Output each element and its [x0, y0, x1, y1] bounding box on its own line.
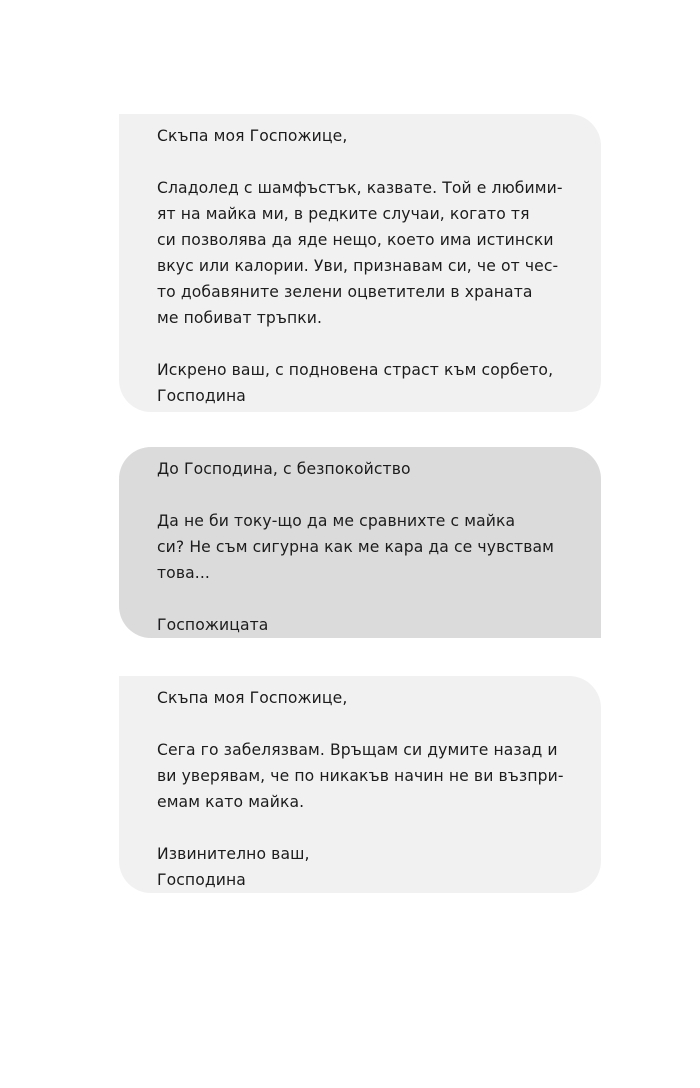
message-bubble-2 — [119, 447, 601, 638]
message-body: Сега го забелязвам. Връщам си думите назад и ви уверявам, че по никакъв начин не ви възпри- емам като майка. — [157, 741, 564, 811]
message-salutation: Скъпа моя Госпожице, — [157, 689, 348, 707]
message-signature: Господина — [157, 871, 246, 889]
message-signature: Госпожицата — [157, 616, 269, 634]
message-closing: Извинително ваш, — [157, 845, 310, 863]
message-bubble-1 — [119, 114, 601, 412]
message-body: Да не би току-що да ме сравнихте с майка си? Не съм сигурна как ме кара да се чувствам това... — [157, 512, 555, 582]
message-bubble-3 — [119, 676, 601, 893]
message-signature: Господина — [157, 387, 246, 405]
message-salutation: До Господина, с безпокойство — [157, 460, 411, 478]
message-body: Сладолед с шамфъстък, казвате. Той е любими- ят на майка ми, в редките случаи, когато тя си позволява да яде нещо, което има истински вкус или калории. Уви, признавам си, че от чес- то добавяните зелени оцветители в храната ме побиват тръпки. — [157, 179, 563, 327]
message-closing: Искрено ваш, с подновена страст към сорбето, — [157, 361, 554, 379]
message-salutation: Скъпа моя Госпожице, — [157, 127, 348, 145]
